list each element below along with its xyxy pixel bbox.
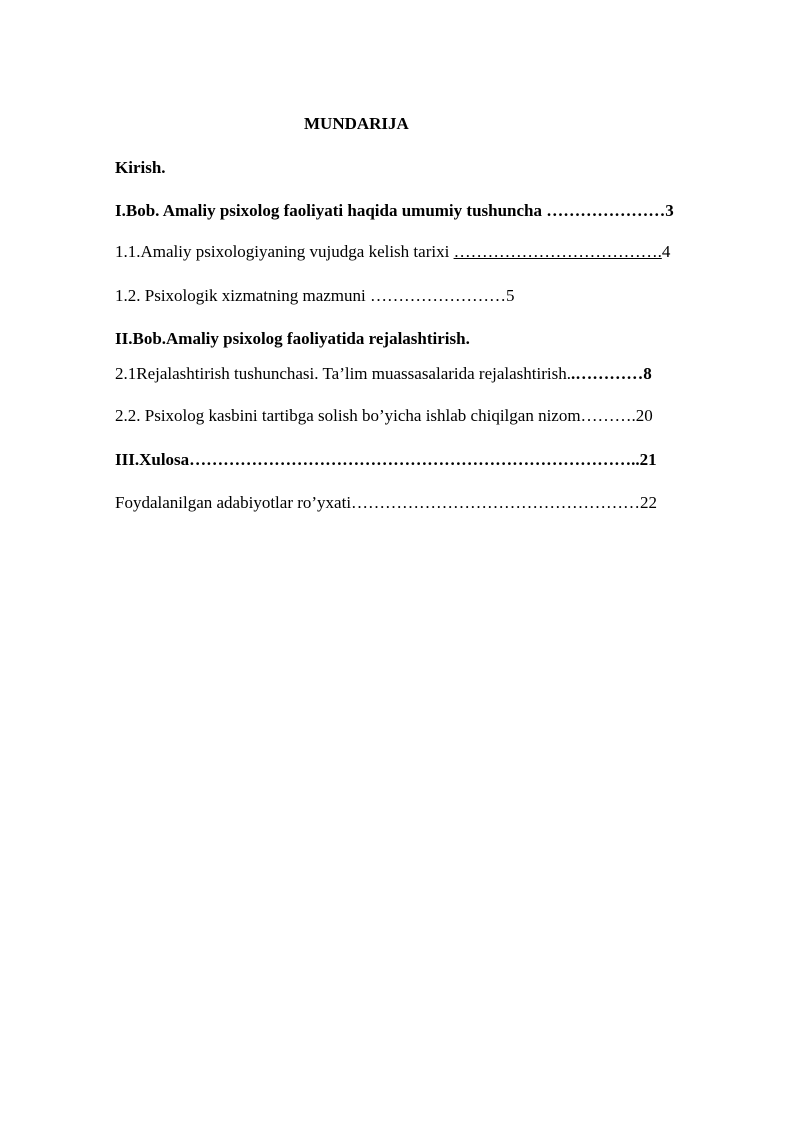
- toc-entry-1-2: 1.2. Psixologik xizmatning mazmuni ……………………5: [115, 286, 515, 305]
- toc-entry-1-1-dots: ……………………………….: [453, 242, 662, 261]
- toc-entry-references: Foydalanilgan adabiyotlar ro’yxati……………………………………………22: [115, 493, 658, 512]
- toc-entry-conclusion: III.Xulosa……………………………………………………………………..21: [115, 450, 657, 469]
- toc-entry-1-1-text: 1.1.Amaliy psixologiyaning vujudga kelish tarixi: [115, 242, 454, 261]
- toc-entry-chapter-1: I.Bob. Amaliy psixolog faoliyati haqida umumiy tushuncha …………………3: [115, 201, 674, 220]
- toc-entry-1-1: [115, 242, 670, 262]
- toc-entry-2-1-page: .…………8: [570, 364, 652, 383]
- toc-entry-1-1-page: 4: [661, 242, 671, 261]
- toc-entry-2-1: [115, 364, 652, 384]
- toc-entry-2-1-text: 2.1Rejalashtirish tushunchasi. Ta’lim muassasalarida rejalashtirish.: [115, 364, 571, 383]
- toc-entry-chapter-2: II.Bob.Amaliy psixolog faoliyatida rejalashtirish.: [115, 329, 470, 348]
- toc-entry-2-2: 2.2. Psixolog kasbini tartibga solish bo’yicha ishlab chiqilgan nizom……….20: [115, 406, 653, 425]
- page-title: MUNDARIJA: [304, 114, 409, 133]
- toc-entry-intro: Kirish.: [115, 158, 166, 177]
